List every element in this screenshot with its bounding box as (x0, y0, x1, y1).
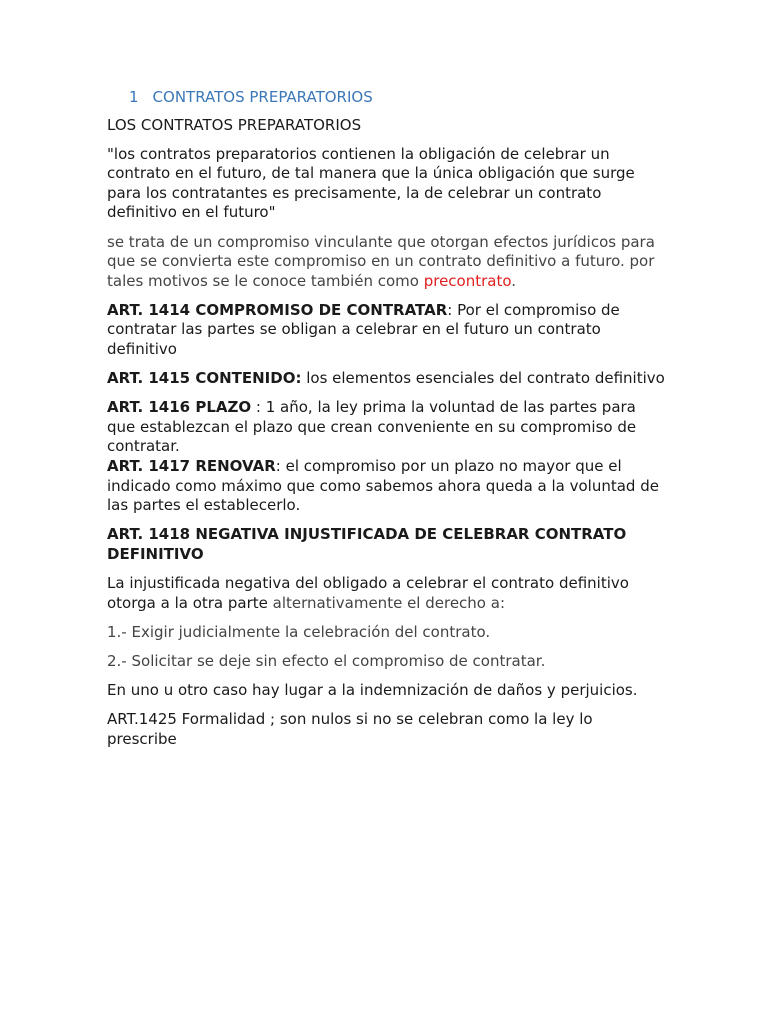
list-item-1: 1.- Exigir judicialmente la celebración del contrato. (107, 622, 491, 641)
art-1418-label: ART. 1418 NEGATIVA INJUSTIFICADA DE CELEBRAR CONTRATO DEFINITIVO (107, 525, 627, 563)
negativa-paragraph (107, 574, 667, 613)
subtitle: LOS CONTRATOS PREPARATORIOS (107, 115, 362, 134)
art-1417-label: ART. 1417 RENOVAR (107, 457, 276, 475)
quote-paragraph: "los contratos preparatorios contienen la obligación de celebrar un contrato en el futuro, de tal manera que la única obligación que surge para los contratantes es precisamente, la de celebrar un contrato definitivo en el futuro" (107, 144, 635, 222)
precontrato-term: precontrato (423, 271, 512, 290)
art-1416-label: ART. 1416 PLAZO (107, 398, 252, 417)
indemnizacion-paragraph: En uno u otro caso hay lugar a la indemnización de daños y perjuicios. (107, 680, 638, 699)
art-1425-paragraph: ART.1425 Formalidad ; son nulos si no se celebran como la ley lo prescribe (107, 709, 593, 748)
art-1414-text: : Por el compromiso de contratar las partes se obligan a celebrar en el futuro un contrato definitivo (107, 300, 620, 359)
list-item-2: 2.- Solicitar se deje sin efecto el compromiso de contratar. (107, 651, 546, 670)
art-1415-label: ART. 1415 CONTENIDO: (107, 369, 302, 388)
compromise-end: . (511, 271, 517, 290)
section-heading (129, 88, 667, 108)
compromise-text: se trata de un compromiso vinculante que otorgan efectos jurídicos para que se convierta este compromiso en un contrato definitivo a futuro. por tales motivos se le conoce también como (107, 232, 655, 290)
art-1416-text: : 1 año, la ley prima la voluntad de las partes para que establezcan el plazo que crean conveniente en su compromiso de contratar. (107, 398, 637, 456)
art-1418-heading (107, 525, 667, 564)
section-title: CONTRATOS PREPARATORIOS (152, 88, 373, 106)
negativa-gray-text: alternativamente el derecho a: (272, 593, 505, 612)
art-1415-text: los elementos esenciales del contrato definitivo (301, 369, 665, 388)
negativa-text: La injustificada negativa del obligado a celebrar el contrato definitivo otorga a la otra parte (107, 573, 629, 612)
art-1417-paragraph (107, 457, 667, 516)
art-1414-label: ART. 1414 COMPROMISO DE CONTRATAR (107, 300, 448, 319)
compromise-paragraph (107, 233, 667, 292)
art-1416-paragraph (107, 398, 667, 457)
art-1415-paragraph (107, 369, 667, 389)
art-1414-paragraph (107, 301, 667, 360)
art-1417-text: : el compromiso por un plazo no mayor que el indicado como máximo que como sabemos ahora queda a la voluntad de las partes el establecerlo. (107, 457, 659, 515)
document-page (107, 88, 667, 759)
section-number: 1 (129, 88, 139, 106)
